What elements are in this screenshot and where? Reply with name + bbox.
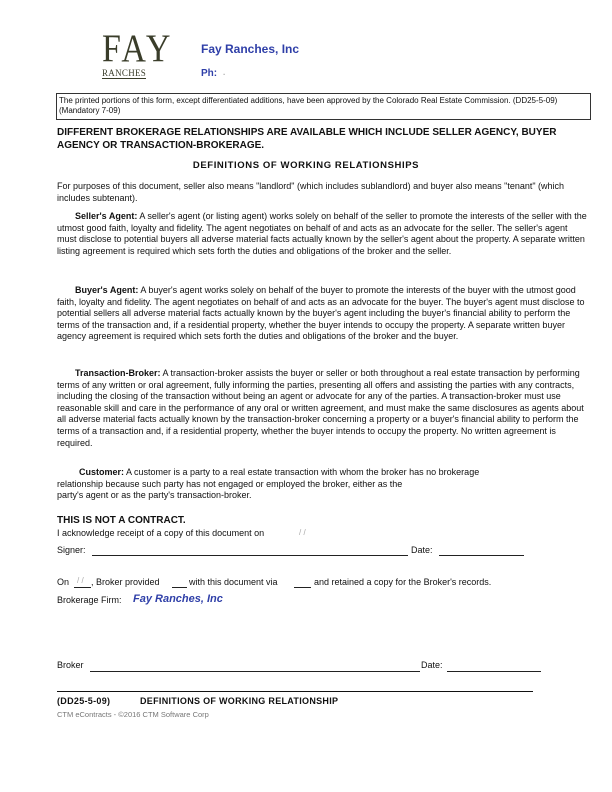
approval-notice: The printed portions of this form, except differentiated additions, have been approved by the Colorado Real Estate Commission. (DD25-5-09) (Mandatory 7-09) [56,93,591,120]
seller-agent-lead: Seller's Agent: [75,211,138,221]
footer-rule [57,691,533,692]
buyer-agent-paragraph [57,285,589,343]
broker-provided-text: , Broker provided [91,577,160,587]
footer-form-title: DEFINITIONS OF WORKING RELATIONSHIP [140,696,339,706]
brokerage-firm-label: Brokerage Firm: [57,595,122,605]
provided-to-field[interactable] [172,587,187,588]
logo-subtitle: RANCHES [102,68,147,78]
footer-copyright: CTM eContracts - ©2016 CTM Software Corp [57,710,209,719]
not-contract-notice: THIS IS NOT A CONTRACT. [57,515,186,526]
provided-date-field[interactable] [74,587,91,588]
provided-date-value: / / [77,576,84,585]
transaction-broker-paragraph [57,368,589,449]
buyer-agent-text: A buyer's agent works solely on behalf of the buyer to promote the interests of the buyer with the utmost good faith, loyalty and fidelity. The agent negotiates on behalf of and acts as an advocate for the buyer. The buyer's agent must disclose to potential sellers all adverse material facts actually known by the buyer's agent including the buyer's financial ability to perform the terms of the transaction and, if a residential property, whether the buyer intends to occupy the property. A separate written buyer agency agreement is required which sets forth the duties and obligations of the broker and the buyer. [57,285,585,342]
acknowledge-date-field[interactable]: / / [299,528,306,537]
acknowledge-text: I acknowledge receipt of a copy of this document on [57,528,265,538]
transaction-broker-text: A transaction-broker assists the buyer or seller or both throughout a real estate transaction by performing terms of any written or oral agreement, fully informing the parties, presenting all offers and assisting the parties with any contracts, including the closing of the transaction without being an agent or advocate for any of the parties. A transaction-broker must use reasonable skill and care in the performance of any oral or written agreement, and must make the same disclosures as agents about all adverse material facts actually known by the transaction-broker concerning a property or a buyer's financial ability to perform the terms of a transaction and, if a residential property, whether the buyer intends to occupy the property. No written agreement is required. [57,368,584,448]
phone-label: Ph: [201,68,218,79]
footer-form-code: (DD25-5-09) [57,696,111,706]
brokerage-heading: DIFFERENT BROKERAGE RELATIONSHIPS ARE AVAILABLE WHICH INCLUDE SELLER AGENCY, BUYER AGENCY OR TRANSACTION-BROKERAGE. [57,127,557,151]
logo-wordmark: FAY [102,27,174,71]
company-name: Fay Ranches, Inc [201,42,300,56]
definitions-title: DEFINITIONS OF WORKING RELATIONSHIPS [192,160,420,171]
customer-lead: Customer: [79,467,125,477]
customer-line1: A customer is a party to a real estate transaction with whom the broker has no brokerage [124,467,480,477]
broker-date-field[interactable] [447,671,541,672]
seller-agent-text: A seller's agent (or listing agent) works solely on behalf of the seller to promote the interests of the seller with the utmost good faith, loyalty and fidelity. The agent negotiates on behalf of and acts as an advocate for the seller. The seller's agent must disclose to potential buyers all adverse material facts actually known by the seller's agent about the property. A separate written listing agreement is required which sets forth the duties and obligations of the broker and the seller. [57,211,587,256]
transaction-broker-lead: Transaction-Broker: [75,368,161,378]
intro-paragraph: For purposes of this document, seller also means "landlord" (which includes sublandlord) and buyer also means "tenant" (which includes subtenant). [57,181,565,203]
retained-copy-text: and retained a copy for the Broker's records. [314,577,492,587]
buyer-agent-lead: Buyer's Agent: [75,285,139,295]
signer-signature-field[interactable] [92,555,408,556]
on-label: On [57,577,70,587]
customer-line3: party's agent or as the party's transaction-broker. [57,490,252,501]
with-document-text: with this document via [189,577,278,587]
signer-label: Signer: [57,545,86,555]
seller-agent-paragraph [57,211,589,257]
signer-date-field[interactable] [439,555,524,556]
customer-paragraph [57,467,589,502]
brokerage-firm-value: Fay Ranches, Inc [133,593,223,605]
delivery-method-field[interactable] [294,587,311,588]
signer-date-label: Date: [411,545,433,555]
customer-line2: relationship because such party has not engaged or employed the broker, either as the [57,478,403,489]
broker-label: Broker [57,660,84,670]
phone-value: . [223,68,226,77]
broker-signature-field[interactable] [90,671,420,672]
broker-date-label: Date: [421,660,443,670]
